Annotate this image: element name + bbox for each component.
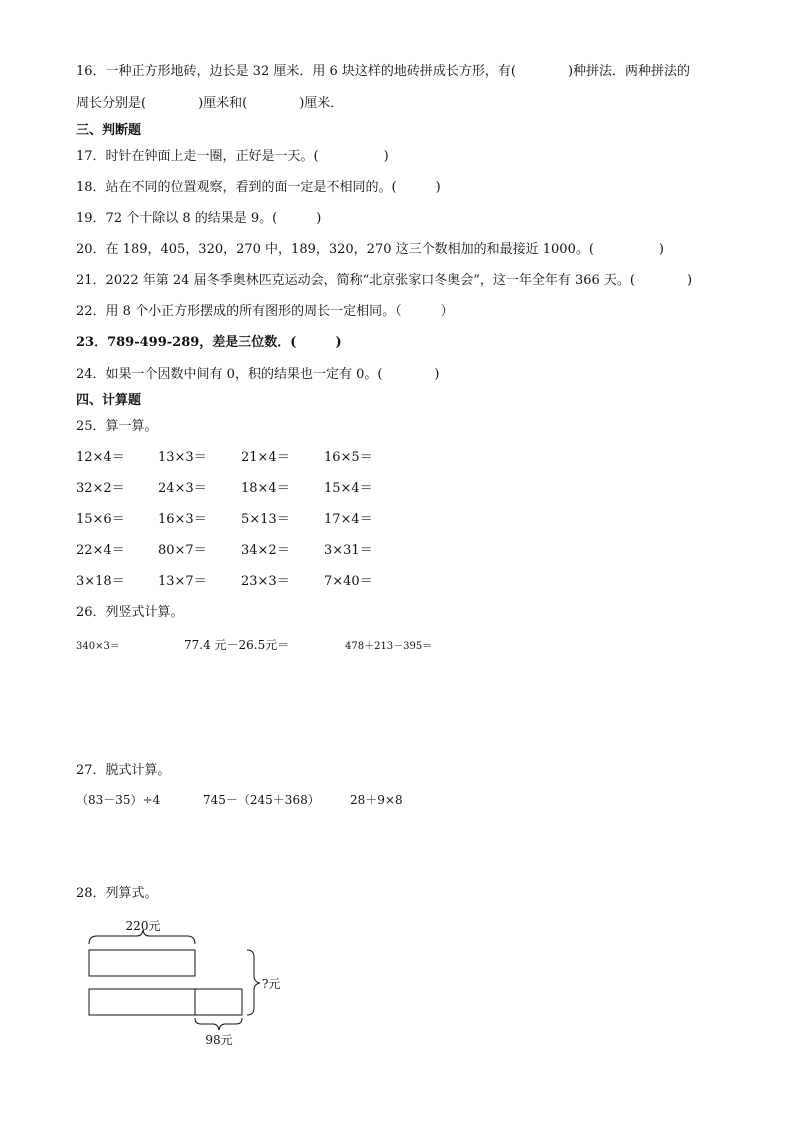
q25-cell: 80×7＝ <box>158 543 207 558</box>
q25-cell: 13×7＝ <box>158 574 207 589</box>
judge-item-24: 24．如果一个因数中间有 0，积的结果也一定有 0。( ) <box>76 367 440 382</box>
q25-cell: 16×5＝ <box>324 450 373 465</box>
judge-item-22: 22．用 8 个小正方形摆成的所有图形的周长一定相同。（ ） <box>76 304 454 319</box>
q25-cell: 18×4＝ <box>241 481 290 496</box>
judge-item-20: 20．在 189，405，320，270 中，189，320，270 这三个数相加的和最接近 1000。( ) <box>76 242 664 257</box>
q27-item: 745－（245＋368） <box>203 793 320 807</box>
q25-cell: 3×18＝ <box>76 574 125 589</box>
q25-cell: 23×3＝ <box>241 574 290 589</box>
q27-item: 28＋9×8 <box>350 793 403 807</box>
judge-item-23: 23．789-499-289，差是三位数．( ) <box>76 335 342 350</box>
q25-title: 25．算一算。 <box>76 419 158 434</box>
q26-title: 26．列竖式计算。 <box>76 605 184 620</box>
q25-cell: 24×3＝ <box>158 481 207 496</box>
q25-cell: 15×4＝ <box>324 481 373 496</box>
right-brace <box>247 950 260 1015</box>
q16-line2: 周长分别是( )厘米和( )厘米． <box>76 96 344 111</box>
q25-cell: 13×3＝ <box>158 450 207 465</box>
q25-cell: 15×6＝ <box>76 512 125 527</box>
q16-line1: 16．一种正方形地砖，边长是 32 厘米．用 6 块这样的地砖拼成长方形，有( )种拼法．两种拼法的 <box>76 64 691 79</box>
section-judge-heading: 三、判断题 <box>76 123 142 138</box>
q25-cell: 3×31＝ <box>324 543 373 558</box>
top-bar <box>89 950 195 976</box>
judge-item-18: 18．站在不同的位置观察，看到的面一定是不相同的。( ) <box>76 180 441 195</box>
judge-item-21: 21．2022 年第 24 届冬季奥林匹克运动会，简称“北京张家口冬奥会”，这一年全年有 366 天。( ) <box>76 273 693 288</box>
q25-cell: 21×4＝ <box>241 450 290 465</box>
bottom-brace-label: 98元 <box>205 1033 233 1047</box>
right-brace-label: ?元 <box>262 977 281 991</box>
q26-item: 340×3＝ <box>76 641 120 652</box>
q25-cell: 16×3＝ <box>158 512 207 527</box>
top-brace-label: 220元 <box>125 919 161 933</box>
judge-item-17: 17．时针在钟面上走一圈，正好是一天。( ) <box>76 149 389 164</box>
q25-cell: 12×4＝ <box>76 450 125 465</box>
bottom-brace <box>195 1018 242 1030</box>
bottom-bar <box>89 989 242 1015</box>
q25-cell: 34×2＝ <box>241 543 290 558</box>
q28-title: 28．列算式。 <box>76 886 158 901</box>
q25-cell: 32×2＝ <box>76 481 125 496</box>
q25-cell: 7×40＝ <box>324 574 373 589</box>
section-calc-heading: 四、计算题 <box>76 393 142 408</box>
q25-cell: 5×13＝ <box>241 512 290 527</box>
q25-cell: 17×4＝ <box>324 512 373 527</box>
q25-cell: 22×4＝ <box>76 543 125 558</box>
q27-title: 27．脱式计算。 <box>76 763 171 778</box>
q26-item: 77.4 元－26.5元＝ <box>184 638 290 652</box>
q26-item: 478＋213－395＝ <box>345 641 433 652</box>
q27-item: （83－35）÷4 <box>76 793 161 807</box>
judge-item-19: 19．72 个十除以 8 的结果是 9。( ) <box>76 211 322 226</box>
